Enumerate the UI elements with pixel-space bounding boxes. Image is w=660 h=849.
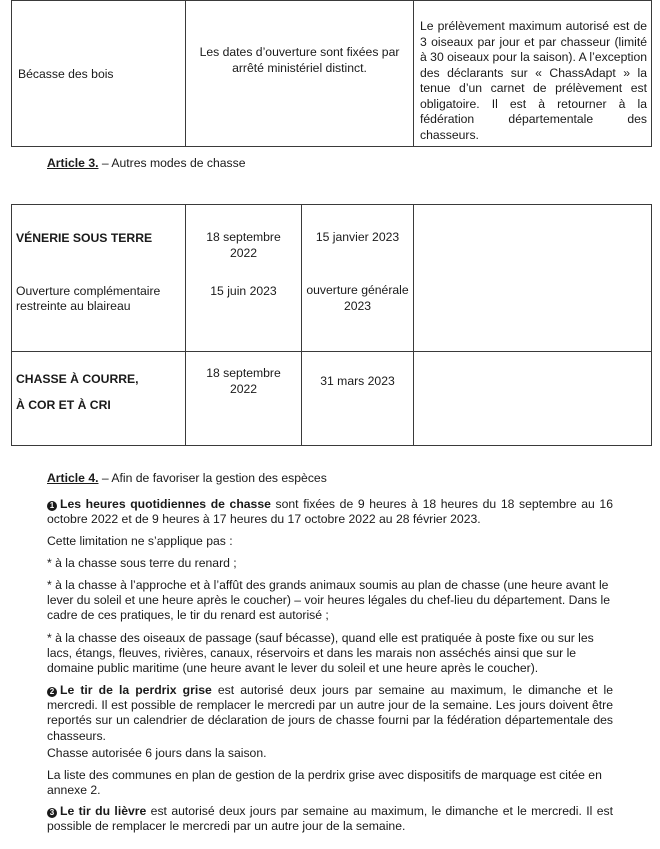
close-cell	[302, 205, 414, 352]
other-modes-table	[11, 204, 652, 446]
number-2-icon: 2	[47, 687, 57, 697]
number-1-icon: 1	[47, 501, 57, 511]
notes-cell	[414, 352, 652, 446]
paragraph-perdrix-annexe: La liste des communes en plan de gestion de la perdrix grise avec dispositifs de marquage est citée en annexe 2.	[47, 768, 602, 798]
article-4-text: – Afin de favoriser la gestion des espèces	[98, 471, 327, 485]
open-cell	[186, 352, 302, 446]
conditions-text: Le prélèvement maximum autorisé est de 3 oiseaux par jour et par chasseur (limité à 30 oiseaux pour la saison). A l’exception des déclarants sur « ChassAdapt » la tenue d’un carnet de prélèvement est obligatoire. Il est à retourner à la fédération départementale des chasseurs.	[420, 19, 647, 142]
becasse-table	[11, 0, 652, 147]
table-row	[12, 205, 652, 352]
mode-courre-line1: CHASSE À COURRE,	[16, 372, 139, 386]
open-date: 18 septembre 2022	[206, 366, 281, 396]
mode-courre-line2: À COR ET À CRI	[16, 398, 111, 412]
notes-cell	[414, 205, 652, 352]
article-3-heading	[47, 156, 246, 170]
paragraph-hours	[47, 497, 613, 527]
close-date: 31 mars 2023	[320, 374, 395, 388]
lievre-heading: Le tir du lièvre	[60, 804, 147, 818]
close-date: 15 janvier 2023	[315, 230, 400, 244]
article-3-text: – Autres modes de chasse	[98, 156, 246, 170]
paragraph-lievre	[47, 804, 613, 834]
mode-blaireau: Ouverture complémentaire restreinte au blaireau	[16, 284, 161, 313]
open-cell	[186, 205, 302, 352]
species-name: Bécasse des bois	[18, 67, 114, 82]
perdrix-heading: Le tir de la perdrix grise	[60, 683, 212, 697]
lievre-text: est autorisé deux jours par semaine au maximum, le dimanche et le mercredi. Il est possible de remplacer le mercredi par un autre jour de la semaine.	[47, 804, 614, 834]
table-row	[12, 352, 652, 446]
mode-cell	[12, 352, 186, 446]
article-4-label: Article 4.	[47, 471, 99, 485]
hours-heading: Les heures quotidiennes de chasse	[60, 497, 271, 511]
paragraph-perdrix	[47, 683, 613, 744]
open-date: 18 septembre 2022	[206, 230, 281, 260]
perdrix-text: est autorisé deux jours par semaine au maximum, le dimanche et le mercredi. Il est possible de remplacer le mercredi par un autre jour de la semaine. Les jours doivent être reportés sur un calendrier de déclaration de jours de chasse fourni par la fédération départementale des chasseurs.	[47, 683, 613, 743]
paragraph-exception-3: * à la chasse des oiseaux de passage (sauf bécasse), quand elle est pratiquée à poste fixe ou sur les lacs, étangs, fleuves, rivières, canaux, réservoirs et dans les marais non asséchés ainsi que sur le domaine public maritime (une heure avant le lever du soleil et une heure après le coucher).	[47, 631, 594, 676]
conditions-cell	[414, 1, 652, 147]
paragraph-exception-2: * à la chasse à l’approche et à l’affût des grands animaux soumis au plan de chasse (une heure avant le lever du soleil et une heure après le coucher) – voir heures légales du chef-lieu du département. Dans le cadre de ces pratiques, le tir du renard est autorisé ;	[47, 578, 610, 623]
paragraph-perdrix-days: Chasse autorisée 6 jours dans la saison.	[47, 746, 267, 760]
number-3-icon: 3	[47, 808, 57, 818]
open-date-blaireau: 15 juin 2023	[210, 284, 277, 298]
article-4-heading	[47, 471, 327, 485]
hours-text: sont fixées de 9 heures à 18 heures du 18 septembre au 16 octobre 2022 et de 9 heures à 17 heures du 17 octobre 2022 au 28 février 2023.	[47, 497, 613, 527]
dates-text: Les dates d’ouverture sont fixées par arrêté ministériel distinct.	[199, 45, 400, 75]
paragraph-exceptions-intro: Cette limitation ne s’applique pas :	[47, 534, 233, 548]
close-date-blaireau: ouverture générale 2023	[306, 283, 409, 313]
dates-cell	[186, 1, 414, 147]
table-row	[12, 1, 652, 147]
close-cell	[302, 352, 414, 446]
mode-venerie: VÉNERIE SOUS TERRE	[16, 231, 153, 245]
species-cell	[12, 1, 186, 147]
paragraph-exception-1: * à la chasse sous terre du renard ;	[47, 556, 237, 570]
mode-cell	[12, 205, 186, 352]
article-3-label: Article 3.	[47, 156, 99, 170]
